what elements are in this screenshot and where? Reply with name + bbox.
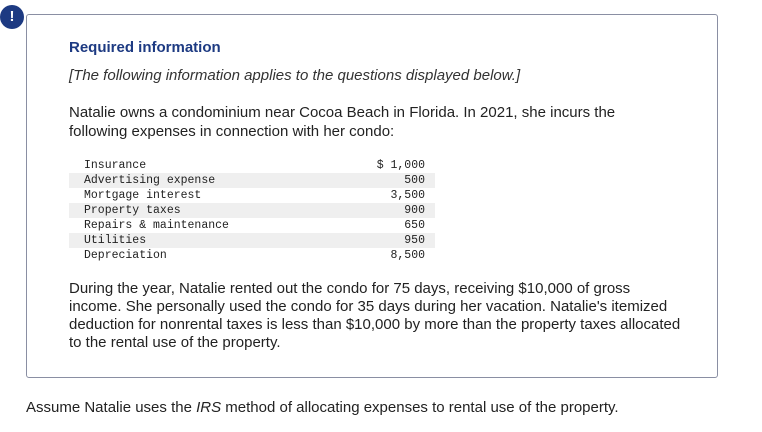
assumption-text-end: method of allocating expenses to rental use of the property. [221, 399, 619, 416]
expense-amount: 8,500 [390, 249, 425, 262]
expense-table [69, 158, 435, 263]
table-row [69, 173, 435, 188]
intro-paragraph: Natalie owns a condominium near Cocoa Beach in Florida. In 2021, she incurs the following expenses in connection with her condo: [69, 104, 616, 140]
exclamation-icon: ! [0, 5, 24, 29]
expense-amount: $ 1,000 [376, 159, 425, 172]
table-row [69, 218, 435, 233]
table-row [69, 233, 435, 248]
expense-label: Utilities [69, 233, 339, 248]
expense-label: Property taxes [69, 203, 339, 218]
assumption-statement [26, 399, 619, 416]
table-row [69, 158, 435, 173]
rental-details-paragraph: During the year, Natalie rented out the condo for 75 days, receiving $10,000 of gross income. She personally used the condo for 35 days during her vacation. Natalie's itemized deduction for nonrental taxes is less than $10,000 by more than the property taxes allocated to the rental use of the property. [69, 280, 681, 351]
expense-amount: 650 [404, 219, 425, 232]
expense-label: Advertising expense [69, 173, 339, 188]
expense-amount: 500 [339, 173, 435, 188]
table-row [69, 188, 435, 203]
irs-emphasis: IRS [196, 399, 222, 416]
expense-label: Insurance [84, 159, 147, 172]
expense-label: Repairs & maintenance [84, 219, 229, 232]
expense-amount: 3,500 [390, 189, 425, 202]
expense-label: Depreciation [84, 249, 167, 262]
expense-label: Mortgage interest [84, 189, 202, 202]
applies-note: [The following information applies to the questions displayed below.] [69, 67, 521, 84]
table-row [69, 203, 435, 218]
assumption-text-start: Assume Natalie uses the [26, 399, 197, 416]
required-information-title: Required information [69, 39, 221, 56]
expense-amount: 950 [339, 233, 435, 248]
expense-amount: 900 [339, 203, 435, 218]
table-row [69, 248, 435, 263]
